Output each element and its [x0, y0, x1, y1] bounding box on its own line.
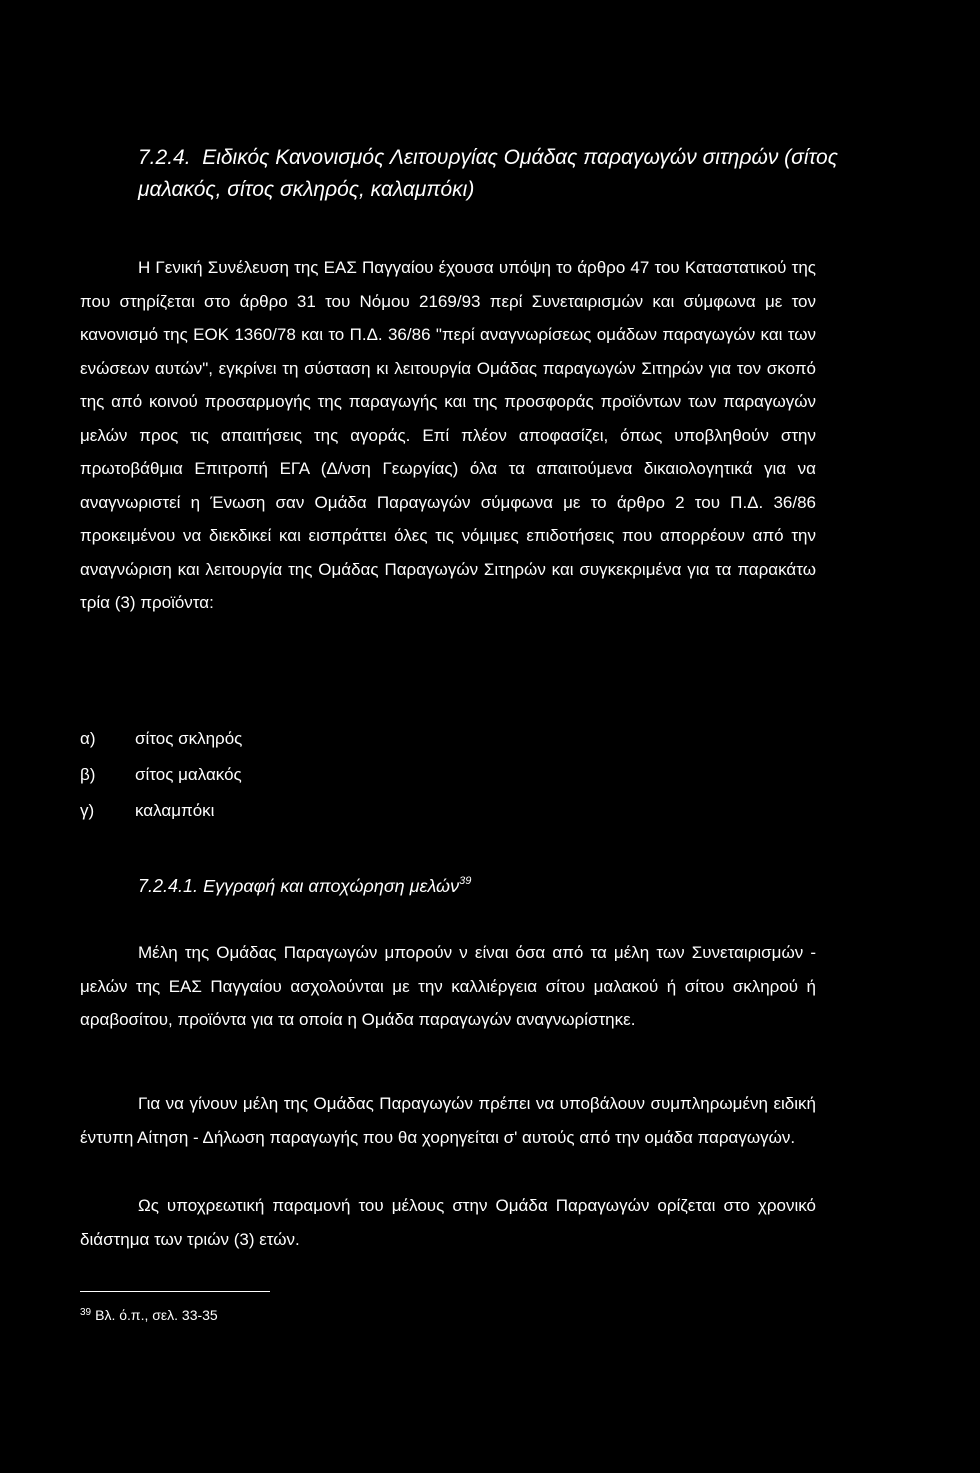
footnote-divider: [80, 1291, 270, 1292]
intro-paragraph-text: Η Γενική Συνέλευση της ΕΑΣ Παγγαίου έχουσα υπόψη το άρθρο 47 του Καταστατικού της που στηρίζεται στο άρθρο 31 του Νόμου 2169/93 περί Συνεταιρισμών και σύμφωνα με τον κανονισμό της ΕΟΚ 1360/78 και το Π.Δ. 36/86 "περί αναγνωρίσεως ομάδων παραγωγών και των ενώσεων αυτών", εγκρίνει τη σύσταση κι λειτουργία Ομάδας παραγωγών Σιτηρών για τον σκοπό της από κοινού προσαρμογής της παραγωγής και της προσφοράς προϊόντων των παραγωγών μελών προς τις απαιτήσεις της αγοράς. Επί πλέον αποφασίζει, όπως υποβληθούν στην πρωτοβάθμια Επιτροπή ΕΓΑ (Δ/νση Γεωργίας) όλα τα απαιτούμενα δικαιολογητικά για να αναγνωριστεί η Ένωση σαν Ομάδα Παραγωγών σύμφωνα με το άρθρο 2 του Π.Δ. 36/86 προκειμένου να διεκδικεί και εισπράττει όλες τις νόμιμες επιδοτήσεις που απορρέουν από την αναγνώριση και λειτουργία της Ομάδας Παραγωγών Σιτηρών και συγκεκριμένα για τα παρακάτω τρία (3) προϊόντα:: [80, 258, 816, 612]
footnote-reference[interactable]: 39: [459, 875, 472, 887]
list-item-mark: β): [80, 765, 96, 784]
paragraph-duration: [80, 1189, 816, 1256]
section-title: Ειδικός Κανονισμός Λειτουργίας Ομάδας παραγωγών σιτηρών (σίτος μαλακός, σίτος σκληρός, καλαμπόκι): [138, 146, 838, 201]
products-list: [80, 721, 480, 829]
list-item: [80, 793, 480, 829]
list-item-text: καλαμπόκι: [135, 801, 215, 820]
paragraph-text: Για να γίνουν μέλη της Ομάδας Παραγωγών πρέπει να υποβάλουν συμπληρωμένη ειδική έντυπη Αίτηση - Δήλωση παραγωγής που θα χορηγείται σ' αυτούς από την ομάδα παραγωγών.: [80, 1094, 816, 1147]
list-item-mark: γ): [80, 801, 95, 820]
paragraph-members: [80, 936, 816, 1037]
list-item-text: σίτος μαλακός: [135, 765, 242, 784]
paragraph-text: Μέλη της Ομάδας Παραγωγών μπορούν ν είναι όσα από τα μέλη των Συνεταιρισμών - μελών της ΕΑΣ Παγγαίου ασχολούνται με την καλλιέργεια σίτου μαλακού ή σίτου σκληρού ή αραβοσίτου, προϊόντα για τα οποία η Ομάδα παραγωγών αναγνωρίστηκε.: [80, 943, 816, 1029]
section-heading: [138, 142, 838, 206]
subsection-number: 7.2.4.1.: [138, 876, 199, 896]
footnote-text: Βλ. ό.π., σελ. 33-35: [95, 1307, 218, 1323]
section-number: 7.2.4.: [138, 146, 191, 169]
footnote-number: 39: [80, 1307, 92, 1318]
paragraph-text: Ως υποχρεωτική παραμονή του μέλους στην Ομάδα Παραγωγών ορίζεται στο χρονικό διάστημα των τριών (3) ετών.: [80, 1196, 816, 1249]
list-item: [80, 757, 480, 793]
subsection-title: Εγγραφή και αποχώρηση μελών: [203, 876, 460, 896]
subsection-heading: [138, 866, 471, 901]
list-item: [80, 721, 480, 757]
intro-paragraph: [80, 251, 816, 620]
footnote: [80, 1303, 218, 1325]
paragraph-application: [80, 1087, 816, 1154]
list-item-mark: α): [80, 729, 96, 748]
list-item-text: σίτος σκληρός: [135, 729, 243, 748]
